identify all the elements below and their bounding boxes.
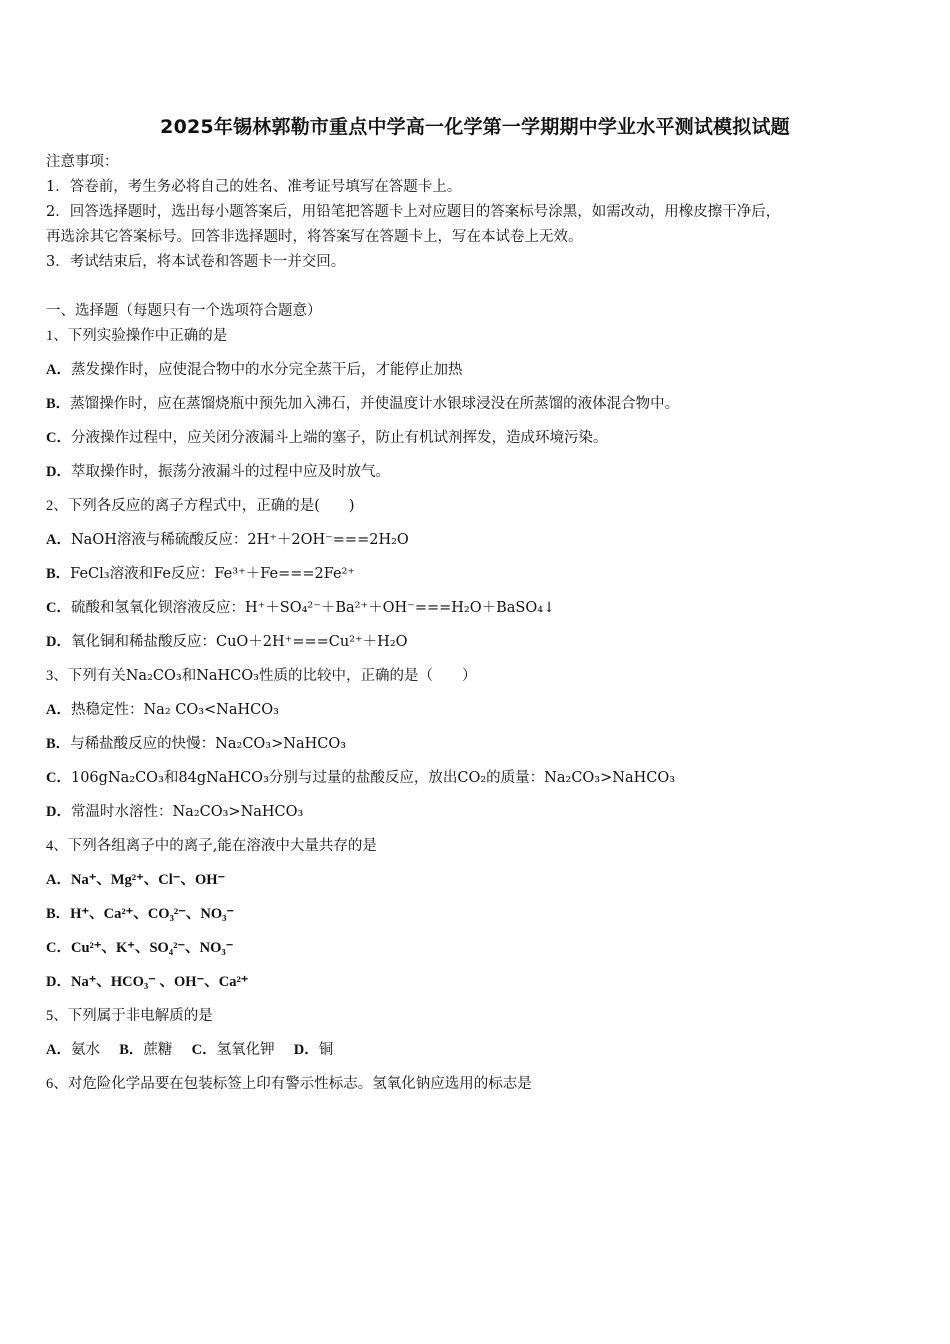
question-text: 下列各反应的离子方程式中，正确的是( ) xyxy=(67,498,355,514)
option-text: Na⁺、Mg²⁺、Cl⁻、OH⁻ xyxy=(70,872,226,888)
question-6-stem xyxy=(46,1074,906,1094)
question-1-option-b xyxy=(46,394,906,414)
option-label: C． xyxy=(46,940,71,956)
question-1-option-a xyxy=(46,360,906,380)
option-label: C． xyxy=(46,770,71,786)
question-text: 下列有关Na₂CO₃和NaHCO₃性质的比较中，正确的是（ ） xyxy=(67,668,477,684)
notice-item-2-line-1: 2．回答选择题时，选出每小题答案后，用铅笔把答题卡上对应题目的答案标号涂黑，如需改动，用橡皮擦干净后， xyxy=(46,204,781,220)
question-text: 下列实验操作中正确的是 xyxy=(67,328,228,344)
question-3-option-c xyxy=(46,768,906,788)
option-label: D． xyxy=(46,804,71,820)
option-text: 蒸发操作时，应使混合物中的水分完全蒸干后，才能停止加热 xyxy=(70,362,463,378)
option-text: 常温时水溶性：Na₂CO₃>NaHCO₃ xyxy=(70,804,304,820)
question-2-stem xyxy=(46,496,906,516)
option-text: 萃取操作时，振荡分液漏斗的过程中应及时放气。 xyxy=(70,464,390,480)
notice-item-2-line-2: 再选涂其它答案标号。回答非选择题时，将答案写在答题卡上，写在本试卷上无效。 xyxy=(46,229,583,245)
option-text: 氨水 xyxy=(70,1042,100,1058)
option-label: B． xyxy=(46,396,71,412)
question-3-stem xyxy=(46,666,906,686)
question-1-stem xyxy=(46,326,906,346)
question-text: 下列属于非电解质的是 xyxy=(67,1008,213,1024)
option-label: D． xyxy=(46,974,71,990)
option-text: FeCl₃溶液和Fe反应：Fe³⁺＋Fe===2Fe²⁺ xyxy=(70,566,356,582)
option-label: A． xyxy=(46,702,71,718)
question-number: 1、 xyxy=(46,328,68,344)
question-text: 对危险化学品要在包装标签上印有警示性标志。氢氧化钠应选用的标志是 xyxy=(67,1076,532,1092)
option-text: 分液操作过程中，应关闭分液漏斗上端的塞子，防止有机试剂挥发，造成环境污染。 xyxy=(70,430,608,446)
question-number: 6、 xyxy=(46,1076,68,1092)
option-label: C． xyxy=(46,430,71,446)
option-label: D． xyxy=(293,1042,319,1058)
option-label: C． xyxy=(191,1042,217,1058)
option-text: 氧化铜和稀盐酸反应：CuO＋2H⁺===Cu²⁺＋H₂O xyxy=(70,634,408,650)
option-text: 氢氧化钾 xyxy=(216,1042,275,1058)
option-text: Na⁺、HCO₃⁻ 、OH⁻、Ca²⁺ xyxy=(70,974,249,990)
notice-item-1: 1．答卷前，考生务必将自己的姓名、准考证号填写在答题卡上。 xyxy=(46,179,462,195)
question-text: 下列各组离子中的离子,能在溶液中大量共存的是 xyxy=(67,838,377,854)
option-text: NaOH溶液与稀硫酸反应：2H⁺＋2OH⁻===2H₂O xyxy=(70,532,409,548)
question-number: 3、 xyxy=(46,668,68,684)
question-1-option-c xyxy=(46,428,906,448)
question-2-option-d xyxy=(46,632,906,652)
option-label: C． xyxy=(46,600,71,616)
option-text: 热稳定性：Na₂ CO₃<NaHCO₃ xyxy=(70,702,279,718)
option-label: A． xyxy=(46,1042,71,1058)
question-3-option-b xyxy=(46,734,906,754)
question-number: 4、 xyxy=(46,838,68,854)
option-text: H⁺、Ca²⁺、CO₃²⁻、NO₃⁻ xyxy=(70,906,235,922)
section-heading: 一、选择题（每题只有一个选项符合题意） xyxy=(46,303,322,319)
question-4-stem xyxy=(46,836,906,856)
question-3-option-a xyxy=(46,700,906,720)
option-text: Cu²⁺、K⁺、SO₄²⁻、NO₃⁻ xyxy=(70,940,234,956)
option-label: B． xyxy=(46,906,71,922)
notice-heading: 注意事项： xyxy=(46,154,119,170)
option-label: B． xyxy=(46,566,71,582)
question-5-options xyxy=(46,1040,906,1060)
question-2-option-c xyxy=(46,598,906,618)
question-4-option-b xyxy=(46,904,906,924)
option-text: 与稀盐酸反应的快慢：Na₂CO₃>NaHCO₃ xyxy=(70,736,347,752)
option-text: 106gNa₂CO₃和84gNaHCO₃分别与过量的盐酸反应，放出CO₂的质量：Na₂CO₃>NaHCO₃ xyxy=(70,770,676,786)
page-title: 2025年锡林郭勒市重点中学高一化学第一学期期中学业水平测试模拟试题 xyxy=(160,116,790,138)
option-text: 硫酸和氢氧化钡溶液反应：H⁺＋SO₄²⁻＋Ba²⁺＋OH⁻===H₂O＋BaSO₄↓ xyxy=(70,600,556,616)
option-label: A． xyxy=(46,872,71,888)
option-text: 蔗糖 xyxy=(143,1042,173,1058)
option-label: A． xyxy=(46,532,71,548)
question-4-option-d xyxy=(46,972,906,992)
option-label: B． xyxy=(46,736,71,752)
question-5-stem xyxy=(46,1006,906,1026)
option-label: A． xyxy=(46,362,71,378)
question-4-option-a xyxy=(46,870,906,890)
question-1-option-d xyxy=(46,462,906,482)
question-2-option-b xyxy=(46,564,906,584)
option-text: 铜 xyxy=(318,1042,334,1058)
question-number: 5、 xyxy=(46,1008,68,1024)
option-label: D． xyxy=(46,464,71,480)
question-2-option-a xyxy=(46,530,906,550)
question-3-option-d xyxy=(46,802,906,822)
option-label: D． xyxy=(46,634,71,650)
option-text: 蒸馏操作时，应在蒸馏烧瓶中预先加入沸石，并使温度计水银球浸没在所蒸馏的液体混合物中。 xyxy=(70,396,680,412)
question-4-option-c xyxy=(46,938,906,958)
question-number: 2、 xyxy=(46,498,68,514)
option-label: B． xyxy=(119,1042,144,1058)
notice-item-3: 3．考试结束后，将本试卷和答题卡一并交回。 xyxy=(46,254,346,270)
